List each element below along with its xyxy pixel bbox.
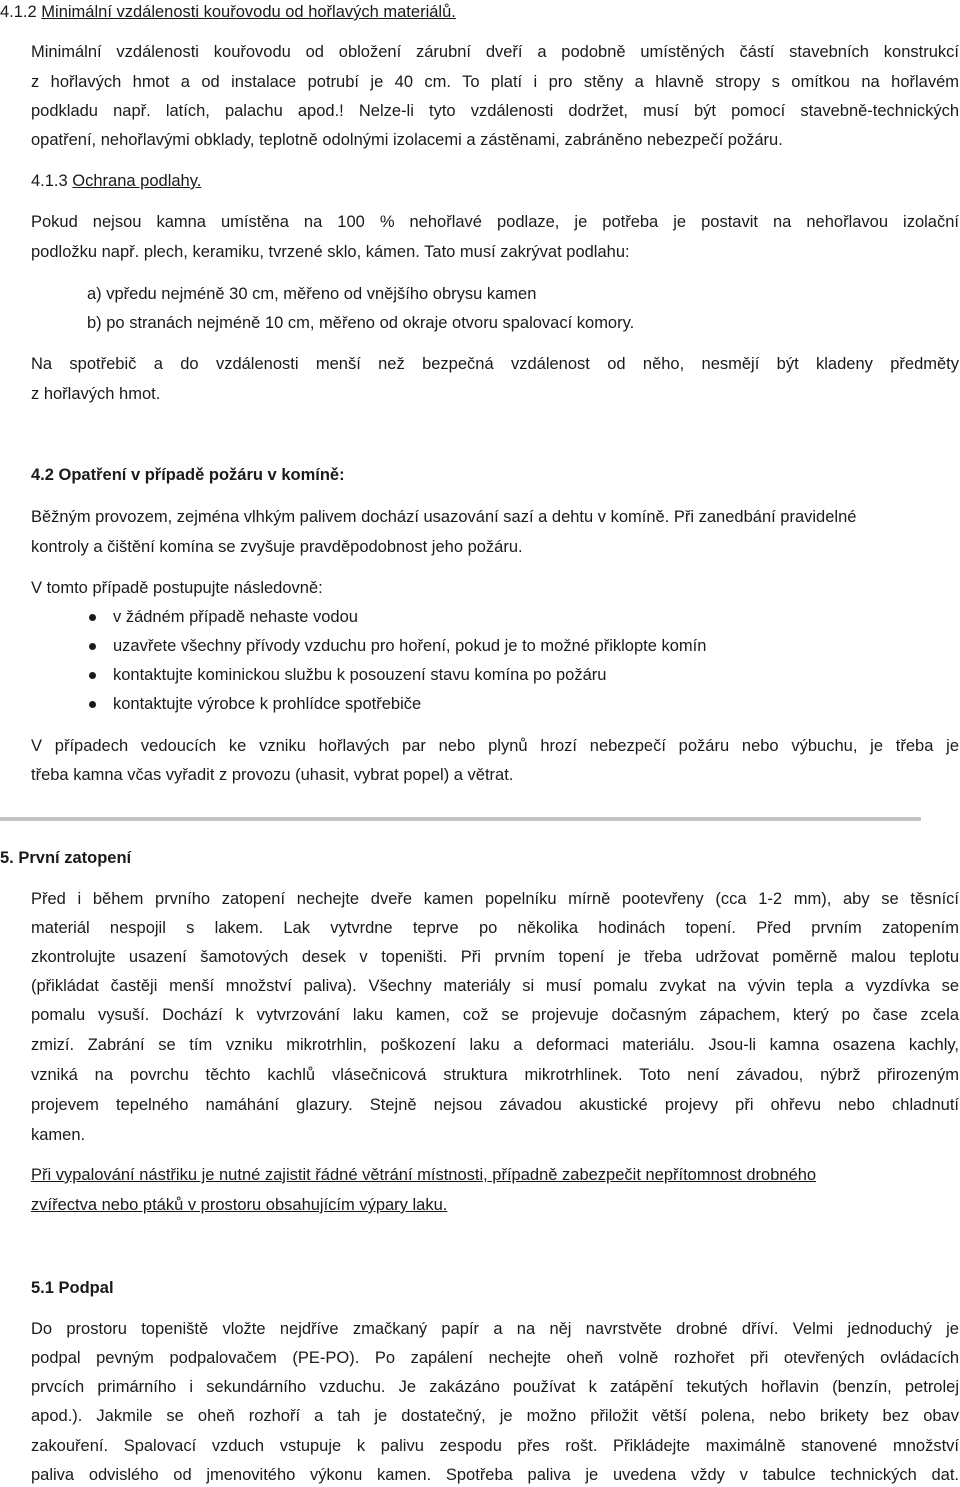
list-item: a) vpředu nejméně 30 cm, měřeno od vnějšího obrysu kamen: [87, 285, 537, 303]
paragraph-line: zakouření. Spalovací vzduch vstupuje k palivu zespodu přes rošt. Přikládejte maximálně stanovené množství: [31, 1437, 959, 1455]
section-5-heading: 5. První zatopení: [0, 849, 132, 867]
paragraph-line: Minimální vzdálenosti kouřovodu od obložení zárubní dveří a podobně umístěných částí stavebních konstrukcí: [31, 43, 959, 61]
bullet-item: kontaktujte výrobce k prohlídce spotřebiče: [113, 695, 422, 713]
paragraph-line: Pokud nejsou kamna umístěna na 100 % nehořlavé podlaze, je potřeba je postavit na nehořlavou izolační: [31, 213, 959, 231]
section-4-2-heading: 4.2 Opatření v případě požáru v komíně:: [31, 466, 345, 484]
paragraph-line: paliva odvislého od jmenovitého výkonu kamen. Spotřeba paliva je uvedena vždy v tabulce technických dat.: [31, 1466, 959, 1484]
paragraph-line: Před i během prvního zatopení nechejte dveře kamen popelníku mírně pootevřeny (cca 1-2 mm), aby se těsnící: [31, 890, 959, 908]
list-item: b) po stranách nejméně 10 cm, měřeno od okraje otvoru spalovací komory.: [87, 314, 635, 332]
paragraph-line: prvcích primárního i sekundárního vzduchu. Je zakázáno používat k zatápění tekutých hořlavin (benzín, petrolej: [31, 1378, 959, 1396]
warning-line: zvířectva nebo ptáků v prostoru obsahujícím výpary laku.: [31, 1196, 448, 1214]
paragraph-line: projevem tepelného namáhání glazury. Stejně nejsou závadou akustické projevy při ohřevu nebo chladnutí: [31, 1096, 959, 1114]
section-title: Minimální vzdálenosti kouřovodu od hořlavých materiálů.: [41, 3, 456, 21]
bullet-item: kontaktujte kominickou službu k posouzení stavu komína po požáru: [113, 666, 607, 684]
section-5-1-heading: 5.1 Podpal: [31, 1279, 114, 1297]
paragraph-line: Běžným provozem, zejména vlhkým palivem dochází usazování sazí a dehtu v komíně. Při zanedbání pravidelné: [31, 508, 857, 526]
paragraph-line: z hořlavých hmot a od instalace potrubí je 40 cm. To platí i pro stěny a hlavně stropy s omítkou na hořlavém: [31, 73, 959, 91]
paragraph-line: vzniká na povrchu těchto kachlů vlásečnicová struktura mikrotrhlinek. Toto není závadou, nýbrž přirozeným: [31, 1066, 959, 1084]
paragraph-line: Do prostoru topeniště vložte nejdříve zmačkaný papír a na něj navrstvěte drobné dříví. Velmi jednoduchý je: [31, 1320, 959, 1338]
paragraph-line: podkladu např. latích, palachu apod.! Nelze-li tyto vzdálenosti dodržet, musí být pomocí stavebně-technických: [31, 102, 959, 120]
warning-line: Při vypalování nástřiku je nutné zajistit řádné větrání místnosti, případně zabezpečit nepřítomnost drobného: [31, 1166, 817, 1184]
bullet-item: v žádném případě nehaste vodou: [113, 608, 358, 626]
paragraph-line: kontroly a čištění komína se zvyšuje pravděpodobnost jeho požáru.: [31, 538, 523, 556]
bullet-item: uzavřete všechny přívody vzduchu pro hoření, pokud je to možné přiklopte komín: [113, 637, 707, 655]
paragraph-line: zkontrolujte usazení šamotových desek v topeništi. Při prvním topení je třeba udržovat poměrně malou teplotu: [31, 948, 959, 966]
bullet-icon: [89, 643, 96, 650]
section-4-1-2-heading: 4.1.2 Minimální vzdálenosti kouřovodu od hořlavých materiálů.: [0, 3, 456, 21]
paragraph-line: opatření, nehořlavými obklady, teplotně odolnými izolacemi a zástěnami, zabráněno nebezpečí požáru.: [31, 131, 783, 149]
paragraph-line: V případech vedoucích ke vzniku hořlavých par nebo plynů hrozí nebezpečí požáru nebo výbuchu, je třeba je: [31, 737, 959, 755]
paragraph-line: třeba kamna včas vyřadit z provozu (uhasit, vybrat popel) a větrat.: [31, 766, 514, 784]
paragraph-line: podložku např. plech, keramiku, tvrzené sklo, kámen. Tato musí zakrývat podlahu:: [31, 243, 630, 261]
section-title: Ochrana podlahy.: [72, 172, 202, 190]
paragraph-line: V tomto případě postupujte následovně:: [31, 579, 323, 597]
section-4-1-3-heading: 4.1.3 Ochrana podlahy.: [31, 172, 202, 190]
paragraph-line: materiál nespojil s lakem. Lak vytvrdne teprve po několika hodinách topení. Před prvním zatopením: [31, 919, 959, 937]
paragraph-line: Na spotřebič a do vzdálenosti menší než bezpečná vzdálenost od něho, nesmějí být kladeny předměty: [31, 355, 959, 373]
bullet-icon: [89, 701, 96, 708]
paragraph-line: zmizí. Zabrání se tím vzniku mikrotrhlin, poškození laku a deformaci materiálu. Jsou-li kamna osazena kachly,: [31, 1036, 959, 1054]
bullet-icon: [89, 672, 96, 679]
paragraph-line: (přikládat častěji menší množství paliva). Všechny materiály si musí pomalu zvykat na vývin tepla a vyzdívka se: [31, 977, 959, 995]
section-divider: [0, 817, 921, 821]
paragraph-line: podpal pevným podpalovačem (PE-PO). Po zapálení nechejte oheň volně rozhořet při otevřených ovládacích: [31, 1349, 959, 1367]
paragraph-line: apod.). Jakmile se oheň rozhoří a tah je dostatečný, je možno přiložit větší polena, nebo brikety bez obav: [31, 1407, 959, 1425]
bullet-icon: [89, 614, 96, 621]
paragraph-line: kamen.: [31, 1126, 86, 1144]
paragraph-line: z hořlavých hmot.: [31, 385, 161, 403]
paragraph-line: pomalu vysuší. Dochází k vytvrzování laku kamen, což se projevuje dočasným zápachem, který po čase zcela: [31, 1006, 959, 1024]
